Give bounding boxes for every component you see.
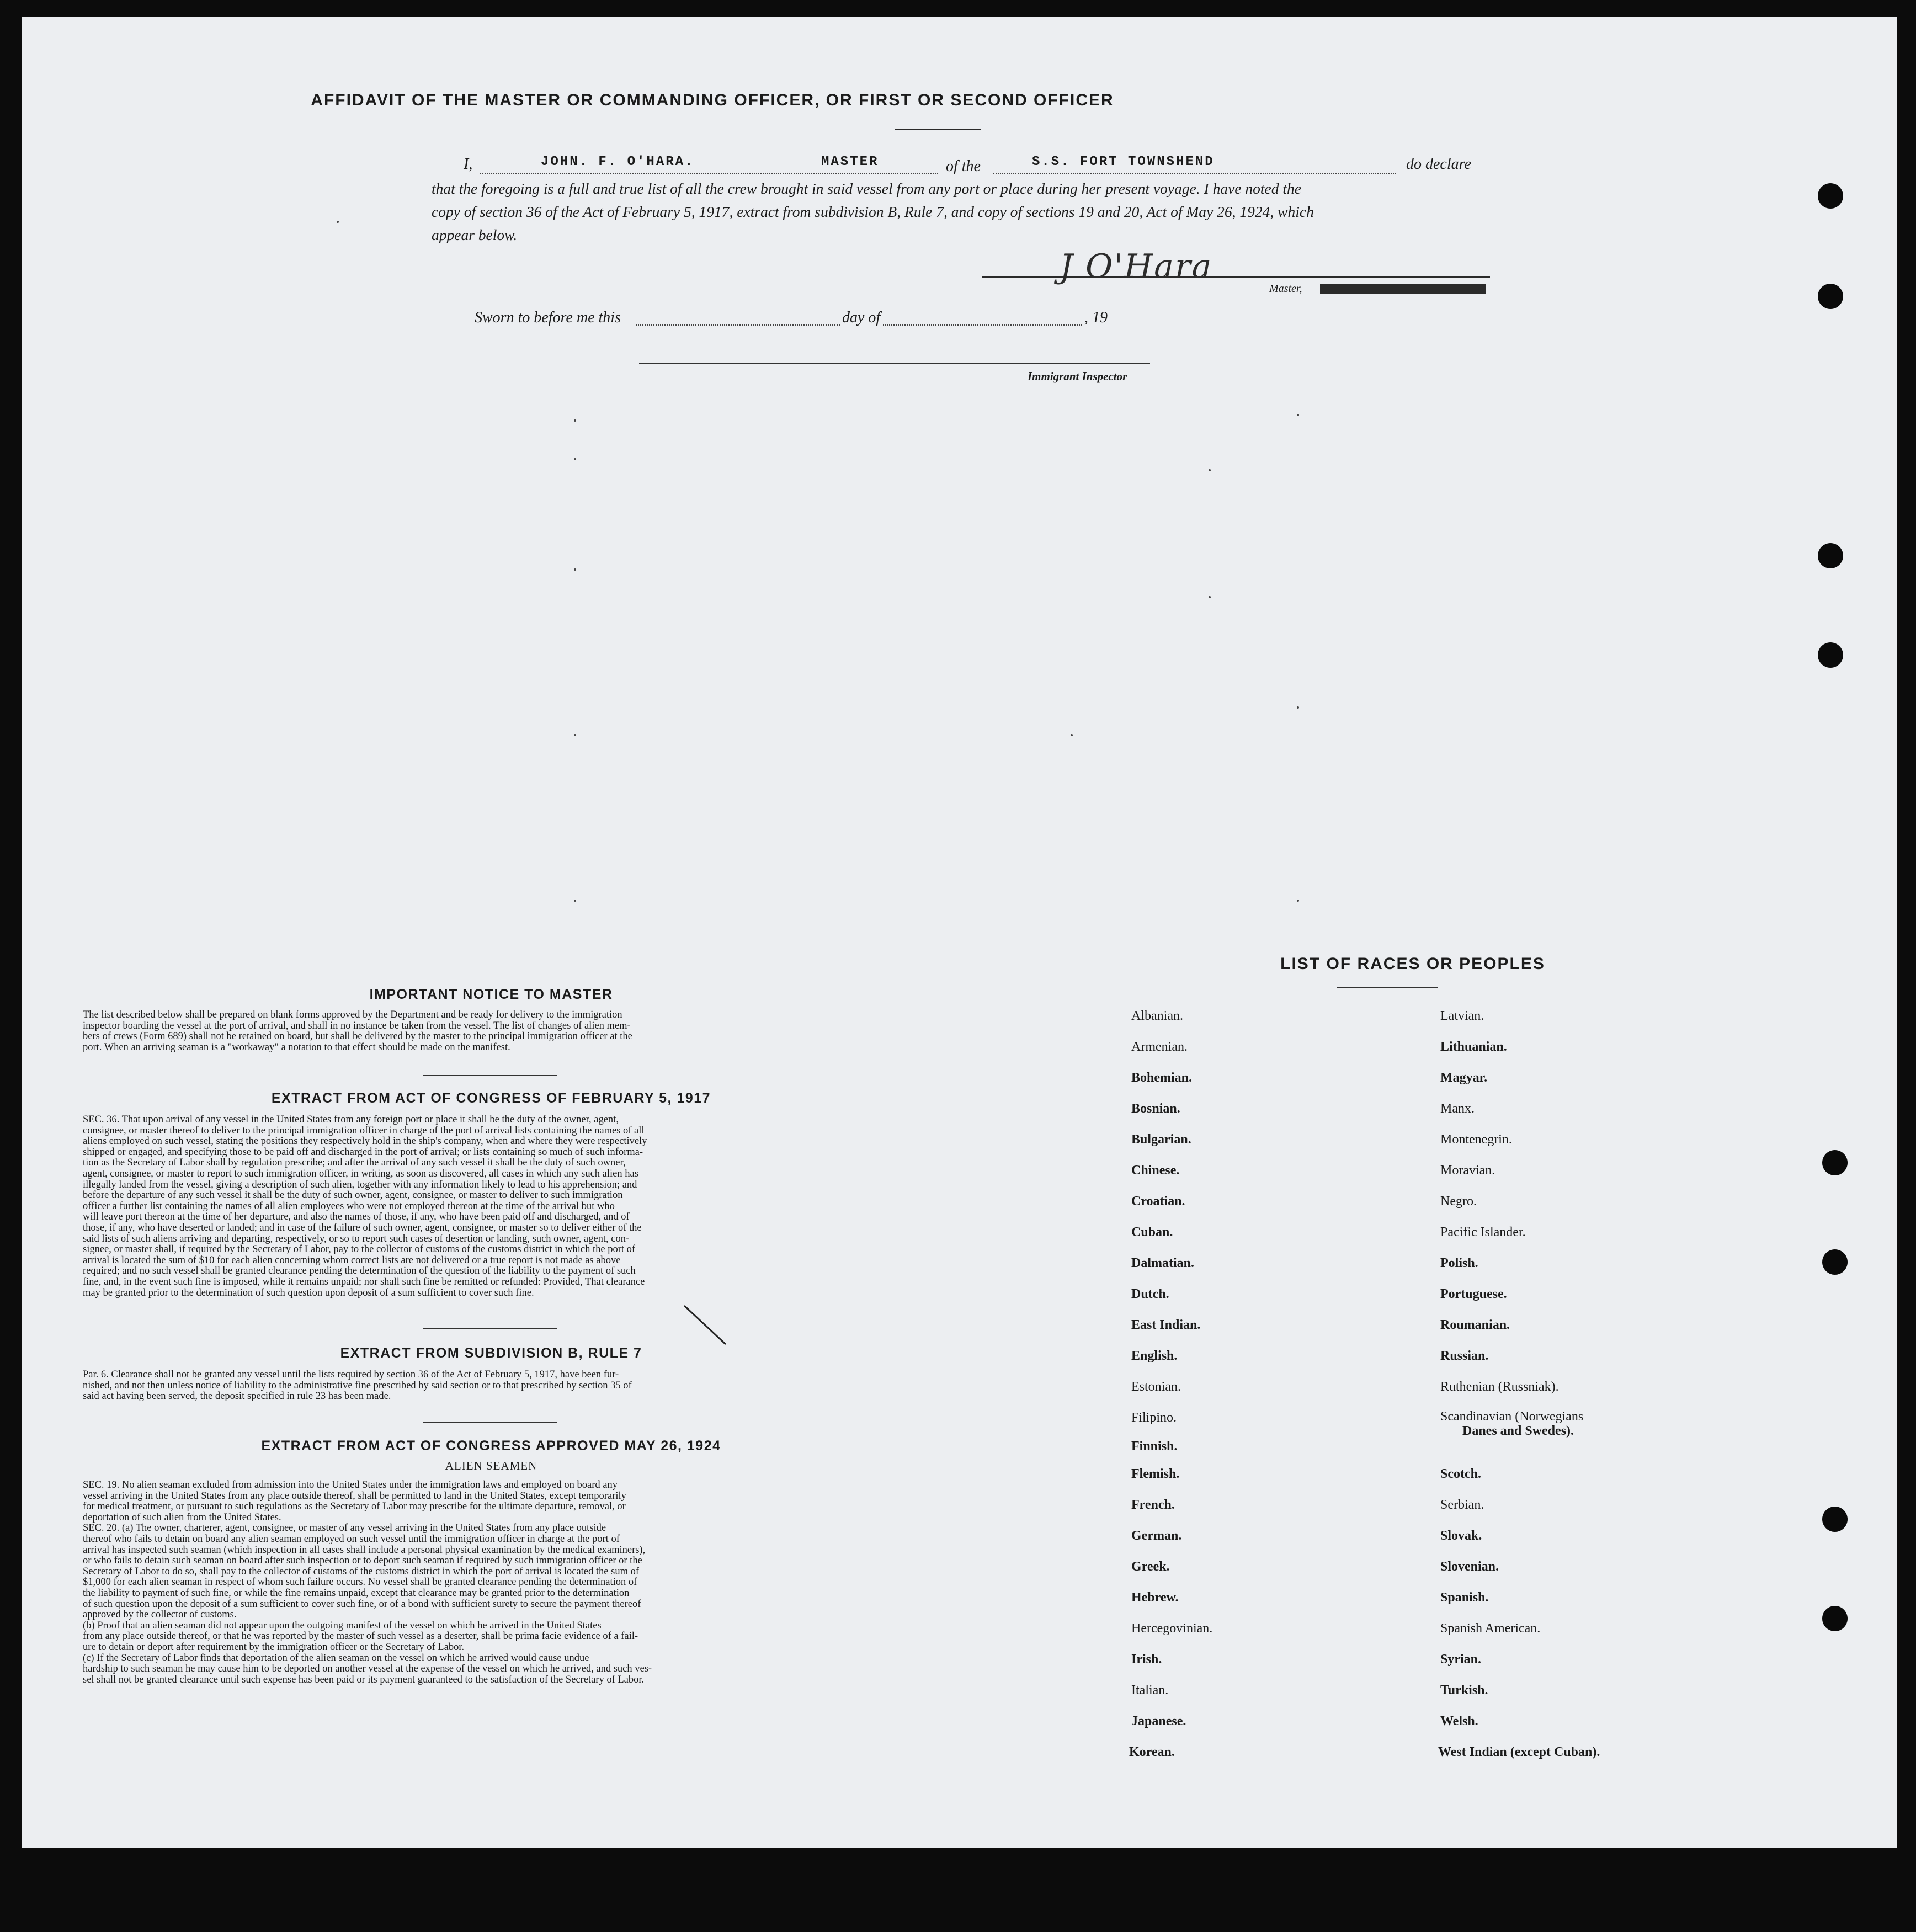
- extract-1924-line: from any place outside thereof, or that he was reported by the master of such vessel as a deserter, shall be prima facie evidence of a fail-: [83, 1631, 638, 1642]
- extract-1924-line: $1,000 for each alien seaman in respect of whom such failure occurs. No vessel shall be granted clearance pending the determination of: [83, 1577, 637, 1588]
- vessel-name: S.S. FORT TOWNSHEND: [1032, 155, 1215, 169]
- extract-1917-line: aliens employed on such vessel, stating the positions they respectively hold in the ship's company, when and where they were respectively: [83, 1136, 647, 1147]
- race-right: Moravian.: [1440, 1163, 1495, 1178]
- statement-line-2: copy of section 36 of the Act of February 5, 1917, extract from subdivision B, Rule 7, and copy of sections 19 and 20, Act of May 26, 1924, which: [432, 203, 1314, 220]
- race-left: Cuban.: [1131, 1225, 1173, 1239]
- extract-1917-line: fine, and, in the event such fine is imposed, while it remains unpaid; nor shall such fine be remitted or refunded: Provided, That clearance: [83, 1276, 645, 1287]
- race-left: Dalmatian.: [1131, 1256, 1194, 1270]
- extract-1917-line: arrival is located the sum of $10 for each alien concerning whom correct lists are not delivered or a true report is not made as above: [83, 1254, 621, 1266]
- race-right: Manx.: [1440, 1101, 1475, 1116]
- race-left: Dutch.: [1131, 1287, 1169, 1301]
- extract-1924-line: of such question upon the deposit of a sum sufficient to cover such fine, or of a bond with sufficient surety to secure the payment thereof: [83, 1598, 641, 1610]
- extract-1924-line: deportation of such alien from the United States.: [83, 1511, 281, 1523]
- punch-hole: [1818, 284, 1843, 309]
- inspector-signature-line: [639, 363, 1150, 364]
- extract-1924-line: Secretary of Labor to do so, shall pay to the collector of customs of the customs district in which the port of arrival is located the sum of: [83, 1566, 639, 1577]
- race-right: West Indian (except Cuban).: [1438, 1745, 1600, 1759]
- punch-hole: [1822, 1606, 1848, 1631]
- race-right: Portuguese.: [1440, 1287, 1507, 1301]
- race-left: Croatian.: [1131, 1194, 1185, 1209]
- race-left: Korean.: [1129, 1745, 1175, 1759]
- extract-1917-line: may be granted prior to the determination of such question upon deposit of a sum sufficient to cover such fine.: [83, 1287, 534, 1298]
- of-the-label: of the: [946, 158, 981, 175]
- extract-1924-line: ure to detain or deport after requirement by the immigration officer or the Secretary of Labor.: [83, 1641, 465, 1653]
- master-signature: J O'Hara: [1060, 247, 1213, 286]
- scan-speck: [574, 419, 576, 422]
- extract-1917-line: consignee, or master thereof to deliver to the principal immigration officer in charge of the port of arrival lists containing the names of all: [83, 1125, 645, 1136]
- scan-speck: [1209, 469, 1211, 471]
- notice-line: bers of crews (Form 689) shall not be retained on board, but shall be delivered by the master to the principal immigration officer at the: [83, 1031, 632, 1042]
- section-divider: [423, 1422, 557, 1423]
- race-right: Lithuanian.: [1440, 1040, 1507, 1054]
- extract-1917-line: illegally landed from the vessel, giving a description of such alien, together with any information likely to lead to his apprehension; and: [83, 1179, 637, 1190]
- extract-1924-line: hardship to such seaman he may cause him to be deported on another vessel at the expense of the vessel on which he arrived, and such ves-: [83, 1663, 652, 1675]
- statement-line-3: appear below.: [432, 226, 518, 243]
- race-left: Japanese.: [1131, 1714, 1186, 1728]
- sworn-day-dotline: [636, 324, 840, 326]
- section-divider: [423, 1328, 557, 1329]
- race-left: Hercegovinian.: [1131, 1621, 1213, 1636]
- race-right: Slovak.: [1440, 1529, 1482, 1543]
- extract-1917-line: before the departure of any such vessel it shall be the duty of such owner, agent, consignee, or master to deliver to such immigration: [83, 1190, 623, 1201]
- punch-hole: [1822, 1150, 1848, 1175]
- extract-1924-heading: EXTRACT FROM ACT OF CONGRESS APPROVED MAY 26, 1924: [261, 1438, 721, 1454]
- race-left: Filipino.: [1131, 1411, 1177, 1425]
- sworn-month-dotline: [883, 324, 1082, 326]
- rule7-line: Par. 6. Clearance shall not be granted any vessel until the lists required by section 36 of the Act of February 5, 1917, have been fur-: [83, 1369, 619, 1380]
- scan-speck: [574, 458, 576, 460]
- race-left: French.: [1131, 1498, 1175, 1512]
- declarant-name: JOHN. F. O'HARA.: [541, 155, 695, 169]
- race-right: Negro.: [1440, 1194, 1477, 1209]
- race-left: Greek.: [1131, 1560, 1170, 1574]
- scan-speck: [1209, 596, 1211, 598]
- punch-hole: [1818, 183, 1843, 209]
- extract-1924-line: for medical treatment, or pursuant to such regulations as the Secretary of Labor may prescribe for the ultimate departure, removal, or: [83, 1501, 626, 1513]
- rule7-body: [83, 1370, 900, 1402]
- notice-line: port. When an arriving seaman is a "workaway" a notation to that effect should be made on the manifest.: [83, 1041, 510, 1053]
- extract-1924-line: the liability to payment of such fine, or while the fine remains unpaid, except that clearance may be granted prior to the determination: [83, 1587, 630, 1599]
- race-left: Italian.: [1131, 1683, 1169, 1697]
- sworn-label: Sworn to before me this: [475, 309, 621, 326]
- race-right: Russian.: [1440, 1349, 1489, 1363]
- race-left: Chinese.: [1131, 1163, 1180, 1178]
- signature-role-label: Master,: [1269, 283, 1302, 295]
- race-left: Albanian.: [1131, 1009, 1183, 1023]
- race-left: Armenian.: [1131, 1040, 1188, 1054]
- extract-1924-line: (c) If the Secretary of Labor finds that deportation of the alien seaman on the vessel on which he arrived would cause undue: [83, 1652, 589, 1664]
- race-right: Syrian.: [1440, 1652, 1482, 1667]
- race-left: Bohemian.: [1131, 1071, 1193, 1085]
- race-right: Ruthenian (Russniak).: [1440, 1380, 1559, 1394]
- scan-speck: [1071, 734, 1073, 736]
- rule7-line: said act having been served, the deposit specified in rule 23 has been made.: [83, 1391, 391, 1402]
- punch-hole: [1822, 1249, 1848, 1275]
- extract-1924-line: thereof who fails to detain on board any alien seaman employed on such vessel until the immigration officer in charge at the port of: [83, 1533, 620, 1545]
- extract-1917-line: officer a further list containing the names of all alien employees who were not employed thereon at the time of the arrival but who: [83, 1200, 615, 1212]
- race-right: Latvian.: [1440, 1009, 1484, 1023]
- race-left: Finnish.: [1131, 1439, 1178, 1454]
- race-right: Scandinavian (Norwegians: [1440, 1409, 1584, 1424]
- extract-1917-line: those, if any, who have deserted or landed; and in case of the failure of such owner, agent, consignee, or master so to deliver either of the: [83, 1222, 642, 1233]
- race-right: Serbian.: [1440, 1498, 1484, 1512]
- extract-1917-heading: EXTRACT FROM ACT OF CONGRESS OF FEBRUARY 5, 1917: [271, 1090, 711, 1106]
- punch-hole: [1818, 642, 1843, 668]
- section-divider: [423, 1075, 557, 1076]
- race-left: English.: [1131, 1349, 1178, 1363]
- scan-speck: [574, 734, 576, 736]
- race-right: Pacific Islander.: [1440, 1225, 1526, 1239]
- extract-1924-line: arrival has inspected such seaman (which inspection in all cases shall include a personal physical examination by the medical examiners),: [83, 1544, 646, 1556]
- vessel-dotline: [993, 173, 1396, 174]
- race-right: Polish.: [1440, 1256, 1478, 1270]
- scan-speck: [1297, 414, 1299, 416]
- race-right: Welsh.: [1440, 1714, 1478, 1728]
- notice-body: [83, 1010, 900, 1053]
- extract-1917-line: agent, consignee, or master to report to such immigration officer, in writing, as soon as discovered, all cases in which any such alien has: [83, 1168, 638, 1179]
- race-right: Danes and Swedes).: [1462, 1424, 1574, 1438]
- name-dotline: [480, 173, 938, 174]
- extract-1924-line: sel shall not be granted clearance until such expense has been paid or its payment guaranteed to the satisfaction of the Secretary of Labor.: [83, 1674, 645, 1685]
- extract-1917-line: SEC. 36. That upon arrival of any vessel in the United States from any foreign port or place it shall be the duty of the owner, agent,: [83, 1114, 619, 1125]
- extract-1917-line: required; and no such vessel shall be granted clearance pending the determination of the question of the liability to the payment of such: [83, 1265, 636, 1277]
- title-divider: [895, 129, 981, 130]
- race-left: Estonian.: [1131, 1380, 1181, 1394]
- notice-line: inspector boarding the vessel at the port of arrival, and shall in no instance be taken from the vessel. The list of changes of alien mem-: [83, 1020, 631, 1031]
- punch-hole: [1822, 1507, 1848, 1532]
- race-right: Montenegrin.: [1440, 1132, 1512, 1147]
- rule7-heading: EXTRACT FROM SUBDIVISION B, RULE 7: [340, 1345, 642, 1361]
- pen-stroke-mark: [673, 1300, 739, 1350]
- race-right: Magyar.: [1440, 1071, 1488, 1085]
- extract-1917-body: [83, 1115, 900, 1298]
- alien-seamen-subheading: ALIEN SEAMEN: [445, 1459, 537, 1472]
- year-label: , 19: [1084, 309, 1108, 326]
- extract-1924-line: approved by the collector of customs.: [83, 1609, 237, 1621]
- extract-1924-line: or who fails to detain such seaman on board after such inspection or to deport such seaman if required by such immigration officer or the: [83, 1555, 642, 1567]
- races-divider: [1337, 987, 1438, 988]
- race-right: Spanish American.: [1440, 1621, 1541, 1636]
- extract-1917-line: will leave port thereon at the time of her departure, and also the names of those, if any, who have been paid off and discharged, and of: [83, 1211, 630, 1223]
- race-left: German.: [1131, 1529, 1182, 1543]
- race-right: Spanish.: [1440, 1590, 1489, 1605]
- extract-1917-line: signee, or master shall, if required by the Secretary of Labor, pay to the collector of customs of the customs district in which the port of: [83, 1244, 636, 1255]
- extract-1924-body: [83, 1480, 900, 1685]
- signature-line: [982, 276, 1490, 278]
- statement-line-1: that the foregoing is a full and true list of all the crew brought in said vessel from any port or place during her present voyage. I have noted the: [432, 180, 1301, 197]
- scan-speck: [1297, 706, 1299, 709]
- race-left: Flemish.: [1131, 1467, 1180, 1481]
- inspector-label: Immigrant Inspector: [1028, 370, 1127, 383]
- extract-1924-line: SEC. 19. No alien seaman excluded from admission into the United States under the immigration laws and employed on board any: [83, 1479, 618, 1491]
- extract-1917-line: said lists of such aliens arriving and departing, respectively, or so to report such cases of desertion or landing, such owner, agent, con-: [83, 1233, 630, 1244]
- race-right: Turkish.: [1440, 1683, 1488, 1697]
- race-left: East Indian.: [1131, 1318, 1201, 1332]
- affidavit-title: AFFIDAVIT OF THE MASTER OR COMMANDING OFFICER, OR FIRST OR SECOND OFFICER: [311, 91, 1114, 109]
- struck-out-text: [1320, 284, 1486, 294]
- extract-1924-line: (b) Proof that an alien seaman did not appear upon the outgoing manifest of the vessel on which he arrived in the United States: [83, 1620, 602, 1631]
- i-label: I,: [464, 156, 473, 173]
- day-of-label: day of: [842, 309, 881, 326]
- declarant-rank: MASTER: [821, 155, 879, 169]
- races-heading: LIST OF RACES OR PEOPLES: [1280, 955, 1545, 973]
- race-left: Irish.: [1131, 1652, 1162, 1667]
- document-page: [22, 17, 1897, 1848]
- race-left: Bosnian.: [1131, 1101, 1180, 1116]
- race-left: Hebrew.: [1131, 1590, 1179, 1605]
- extract-1924-line: vessel arriving in the United States from any place outside thereof, shall be permitted to land in the United States, except temporarily: [83, 1490, 626, 1502]
- extract-1917-line: shipped or engaged, and specifying those to be paid off and discharged in the port of arrival; or lists containing so much of such informa-: [83, 1146, 643, 1158]
- notice-heading: IMPORTANT NOTICE TO MASTER: [369, 987, 613, 1002]
- scan-speck: [337, 221, 339, 223]
- scan-speck: [1297, 900, 1299, 902]
- scan-speck: [574, 900, 576, 902]
- race-right: Roumanian.: [1440, 1318, 1510, 1332]
- notice-line: The list described below shall be prepared on blank forms approved by the Department and be ready for delivery to the immigration: [83, 1009, 622, 1020]
- scan-speck: [574, 568, 576, 571]
- race-right: Slovenian.: [1440, 1560, 1499, 1574]
- punch-hole: [1818, 543, 1843, 568]
- extract-1924-line: SEC. 20. (a) The owner, charterer, agent, consignee, or master of any vessel arriving in the United States from any place outside: [83, 1523, 606, 1534]
- extract-1917-line: tion as the Secretary of Labor shall by regulation prescribe; and after the arrival of any such vessel it shall be the duty of such owner,: [83, 1157, 626, 1169]
- do-declare-label: do declare: [1406, 156, 1471, 173]
- race-right: Scotch.: [1440, 1467, 1481, 1481]
- race-left: Bulgarian.: [1131, 1132, 1191, 1147]
- rule7-line: nished, and not then unless notice of liability to the administrative fine prescribed by said section or to that prescribed by section 35 of: [83, 1380, 632, 1391]
